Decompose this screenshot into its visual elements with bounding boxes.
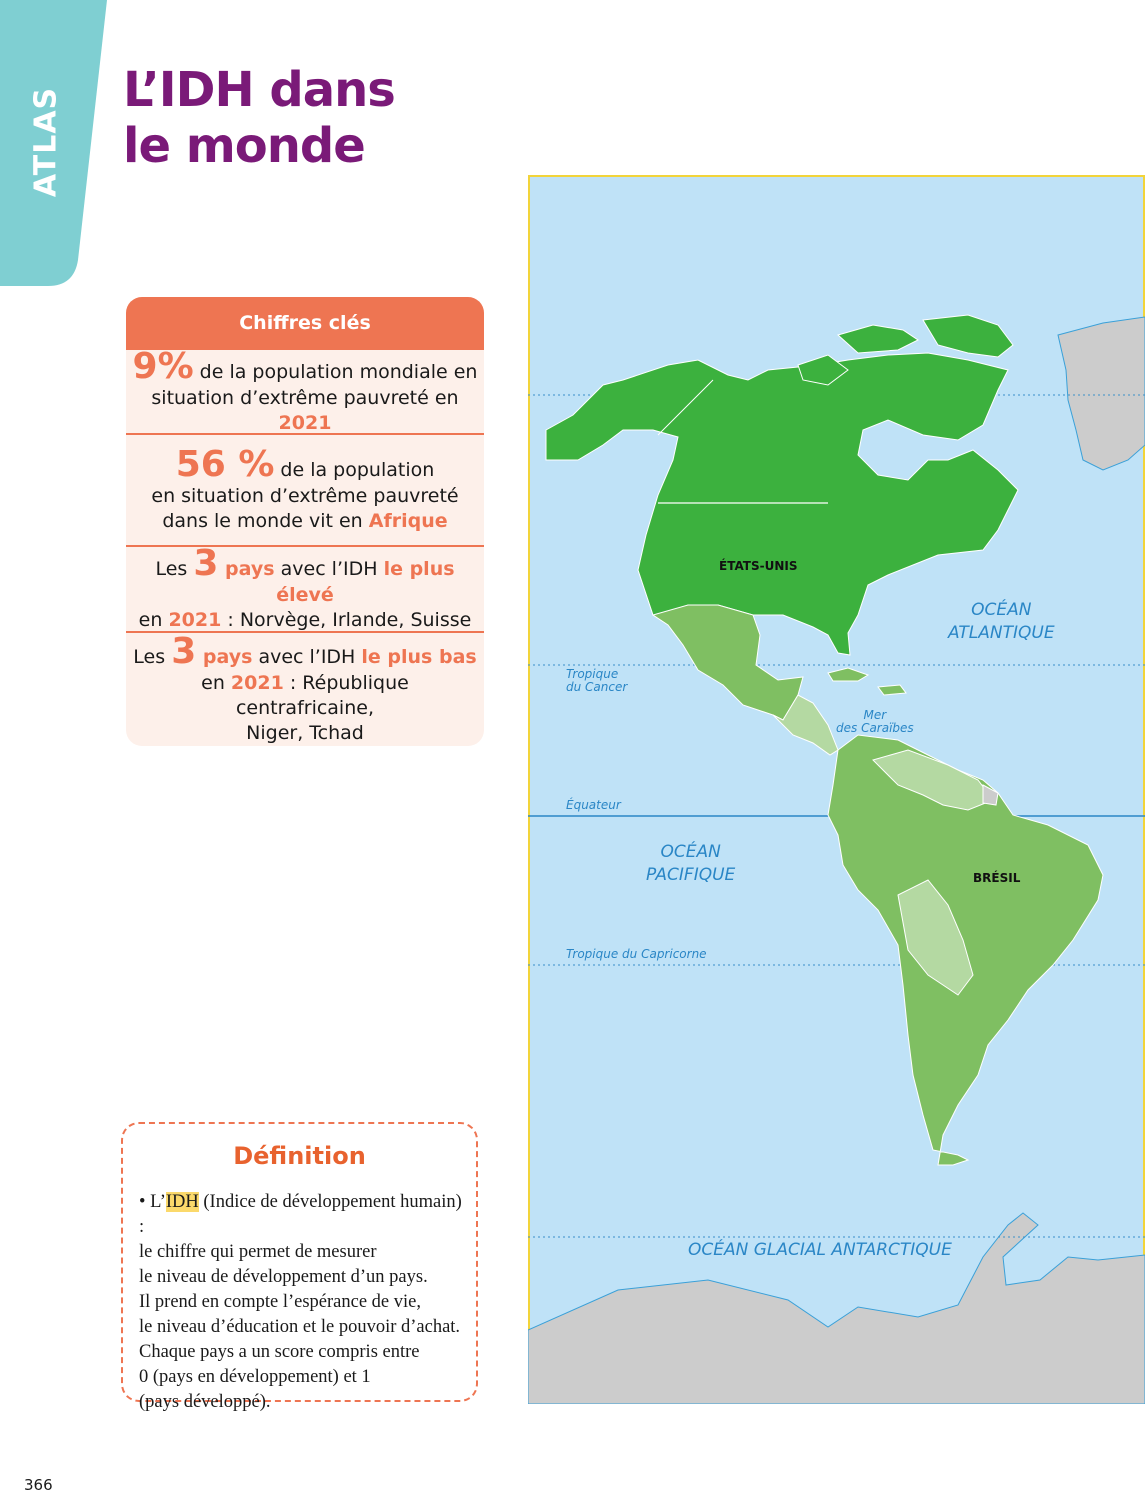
- title-line-2: le monde: [123, 118, 365, 174]
- stat-text: : République centrafricaine,: [235, 672, 409, 719]
- definition-line: Chaque pays a un score compris entre: [139, 1342, 420, 1362]
- stat-text: en: [138, 609, 169, 631]
- stat-value: 9%: [132, 345, 194, 387]
- stat-region: Afrique: [368, 510, 448, 532]
- label-tropic-cancer: [566, 668, 627, 694]
- stat-highest-idh: [126, 543, 484, 633]
- label-pacific-line2: PACIFIQUE: [646, 865, 736, 885]
- definition-line: (Indice de développement humain) :: [139, 1192, 462, 1237]
- definition-line: le chiffre qui permet de mesurer: [139, 1242, 377, 1262]
- label-atlantic-line1: OCÉAN: [971, 600, 1032, 620]
- label-caribbean-line2: des Caraïbes: [836, 721, 914, 735]
- label-pacific: [646, 841, 735, 887]
- definition-heading: Définition: [233, 1142, 366, 1170]
- label-atlantic-line2: ATLANTIQUE: [948, 623, 1055, 643]
- label-tropic-cancer-line2: du Cancer: [566, 680, 628, 694]
- stat-pays: pays: [196, 646, 253, 668]
- stat-lowest-idh: [126, 633, 484, 746]
- page-number: 366: [24, 1476, 53, 1494]
- stat-africa-poverty: [126, 435, 484, 547]
- stat-text: avec l’IDH: [252, 646, 362, 668]
- label-pacific-line1: OCÉAN: [660, 842, 721, 862]
- stat-year: 2021: [278, 411, 332, 434]
- label-usa: ÉTATS-UNIS: [719, 559, 798, 573]
- key-figures-box: [126, 297, 484, 746]
- label-antarctic: OCÉAN GLACIAL ANTARCTIQUE: [688, 1240, 952, 1260]
- stat-text: en: [201, 672, 231, 694]
- definition-line: Il prend en compte l’espérance de vie,: [139, 1292, 421, 1312]
- stat-text: de la population: [274, 459, 435, 481]
- label-brazil: BRÉSIL: [973, 871, 1021, 885]
- title-line-1: L’IDH dans: [123, 62, 395, 118]
- page-title: [123, 62, 395, 174]
- label-tropic-capricorn: Tropique du Capricorne: [566, 947, 707, 961]
- atlas-tab-label: ATLAS: [28, 86, 64, 198]
- stat-text: : Norvège, Irlande, Suisse: [221, 609, 472, 631]
- definition-box: [121, 1122, 478, 1412]
- definition-text: [139, 1190, 468, 1415]
- americas-map: [528, 175, 1145, 1404]
- stat-text: Niger, Tchad: [246, 722, 364, 744]
- stat-text: avec l’IDH: [274, 558, 384, 580]
- stat-year: 2021: [168, 609, 222, 631]
- stat-text: Les: [133, 646, 172, 668]
- stat-text: de la population mondiale en: [193, 360, 478, 383]
- definition-line: 0 (pays en développement) et 1: [139, 1367, 371, 1387]
- stat-value: 56 %: [175, 444, 275, 485]
- stat-text: dans le monde vit en: [162, 510, 369, 532]
- key-figures-heading: Chiffres clés: [126, 297, 484, 350]
- stat-pays: pays: [218, 558, 275, 580]
- definition-term: IDH: [165, 1192, 199, 1212]
- map-graphic: [528, 175, 1145, 1404]
- stat-year: 2021: [230, 672, 284, 694]
- stat-highlight: le plus bas: [361, 646, 477, 668]
- stat-value: 3: [193, 543, 219, 584]
- stat-value: 3: [171, 631, 197, 672]
- definition-bullet: • L’: [139, 1192, 166, 1212]
- label-caribbean: [836, 709, 914, 735]
- label-caribbean-line1: Mer: [863, 708, 887, 722]
- label-equator: Équateur: [566, 798, 621, 812]
- atlas-tab: [0, 0, 110, 290]
- definition-line: (pays développé).: [139, 1392, 271, 1412]
- label-tropic-cancer-line1: Tropique: [566, 667, 619, 681]
- stat-extreme-poverty: [126, 345, 484, 435]
- stat-highlight: le plus élevé: [276, 558, 455, 606]
- stat-text: Les: [155, 558, 194, 580]
- stat-text: situation d’extrême pauvreté en: [151, 386, 459, 409]
- definition-line: le niveau de développement d’un pays.: [139, 1267, 428, 1287]
- stat-text: en situation d’extrême pauvreté: [151, 485, 459, 507]
- definition-line: le niveau d’éducation et le pouvoir d’achat.: [139, 1317, 461, 1337]
- label-atlantic: [948, 599, 1055, 645]
